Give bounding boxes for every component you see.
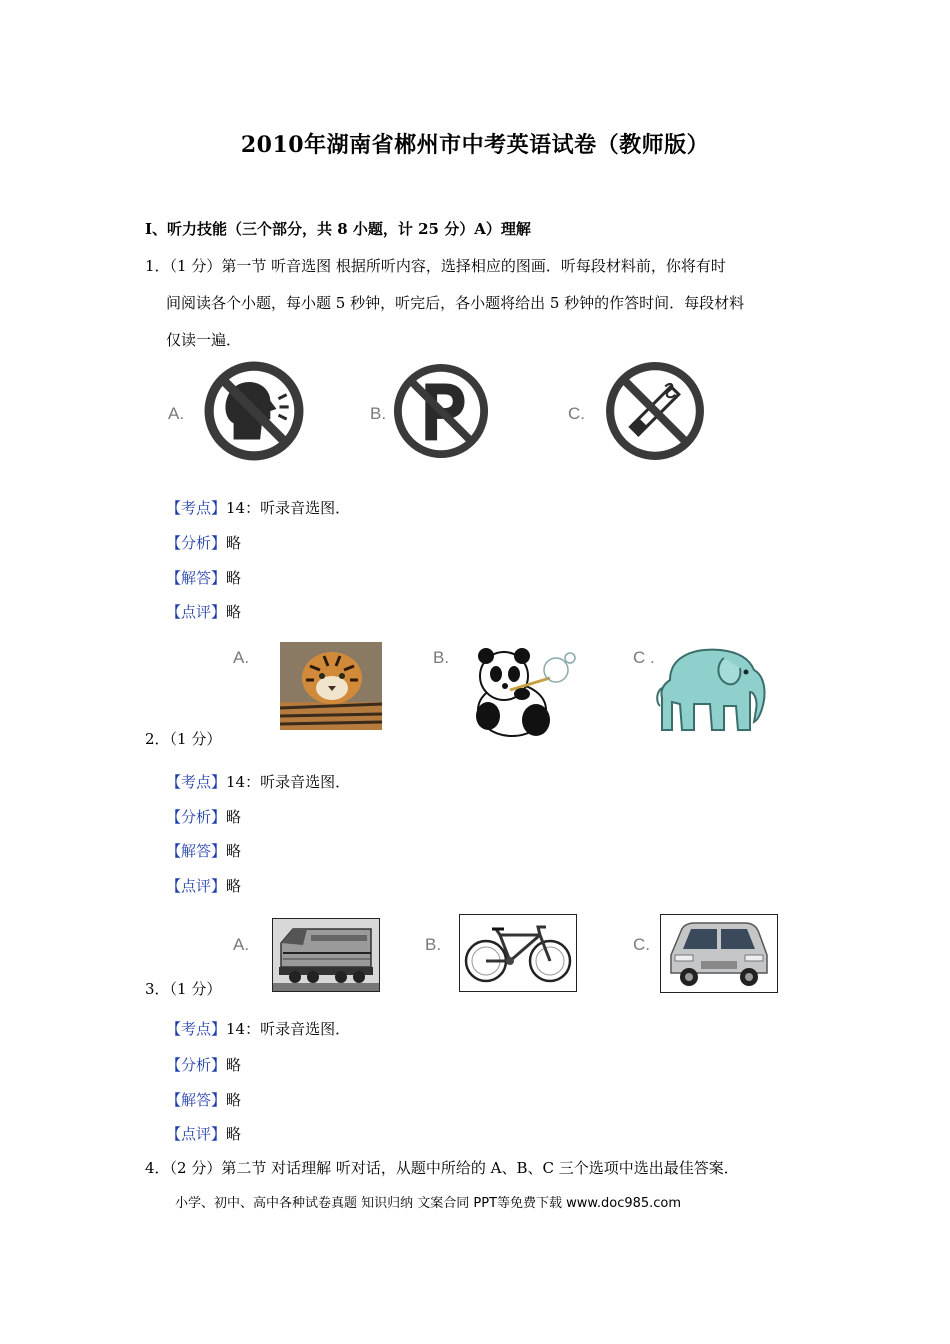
q2-fenxi: 【分析】略	[166, 808, 242, 826]
q2-option-a-label: A.	[233, 648, 250, 667]
q3-fenxi: 【分析】略	[166, 1056, 242, 1074]
section-heading: I、听力技能（三个部分，共 8 小题，计 25 分）A）理解	[145, 220, 531, 238]
q2-option-c-label: C .	[633, 648, 655, 667]
q3-dianping: 【点评】略	[166, 1125, 242, 1143]
q1-line2: 间阅读各个小题，每小题 5 秒钟，听完后，各小题将给出 5 秒钟的作答时间．每段材料	[166, 294, 745, 312]
q1-option-c-label: C.	[568, 404, 585, 423]
q3-number: 3．（1 分）	[145, 980, 222, 998]
no-parking-icon	[392, 362, 490, 460]
bicycle-image	[459, 914, 577, 992]
q1-line3: 仅读一遍．	[166, 331, 242, 349]
q2-dianping: 【点评】略	[166, 877, 242, 895]
q3-option-c-label: C.	[633, 935, 650, 954]
car-image	[660, 914, 778, 993]
q1-option-a-label: A.	[168, 404, 185, 423]
q1-option-b-label: B.	[370, 404, 387, 423]
q1-jieda: 【解答】略	[166, 569, 242, 587]
tiger-image	[280, 642, 382, 730]
no-smoking-icon	[604, 360, 706, 462]
q3-option-a-label: A.	[233, 935, 250, 954]
q3-kaodian: 【考点】14：听录音选图．	[166, 1020, 351, 1038]
q1-kaodian: 【考点】14：听录音选图．	[166, 499, 351, 517]
train-image	[272, 918, 380, 992]
q2-jieda: 【解答】略	[166, 842, 242, 860]
footer-text: 小学、初中、高中各种试卷真题 知识归纳 文案合同 PPT等免费下载 www.doc985.com	[175, 1196, 682, 1211]
q2-kaodian: 【考点】14：听录音选图．	[166, 773, 351, 791]
q3-jieda: 【解答】略	[166, 1091, 242, 1109]
q1-line1: 1．（1 分）第一节 听音选图 根据所听内容，选择相应的图画．听每段材料前，你将有时	[145, 257, 726, 275]
q3-option-b-label: B.	[425, 935, 442, 954]
no-talking-icon	[203, 360, 305, 462]
q4-line: 4．（2 分）第二节 对话理解 听对话，从题中所给的 A、B、C 三个选项中选出最佳答案．	[145, 1159, 739, 1177]
panda-image	[466, 640, 578, 742]
elephant-image	[654, 640, 776, 736]
q1-fenxi: 【分析】略	[166, 534, 242, 552]
q2-option-b-label: B.	[433, 648, 450, 667]
page-title: 2010年湖南省郴州市中考英语试卷（教师版）	[240, 132, 710, 158]
q2-number: 2．（1 分）	[145, 730, 222, 748]
q1-dianping: 【点评】略	[166, 603, 242, 621]
